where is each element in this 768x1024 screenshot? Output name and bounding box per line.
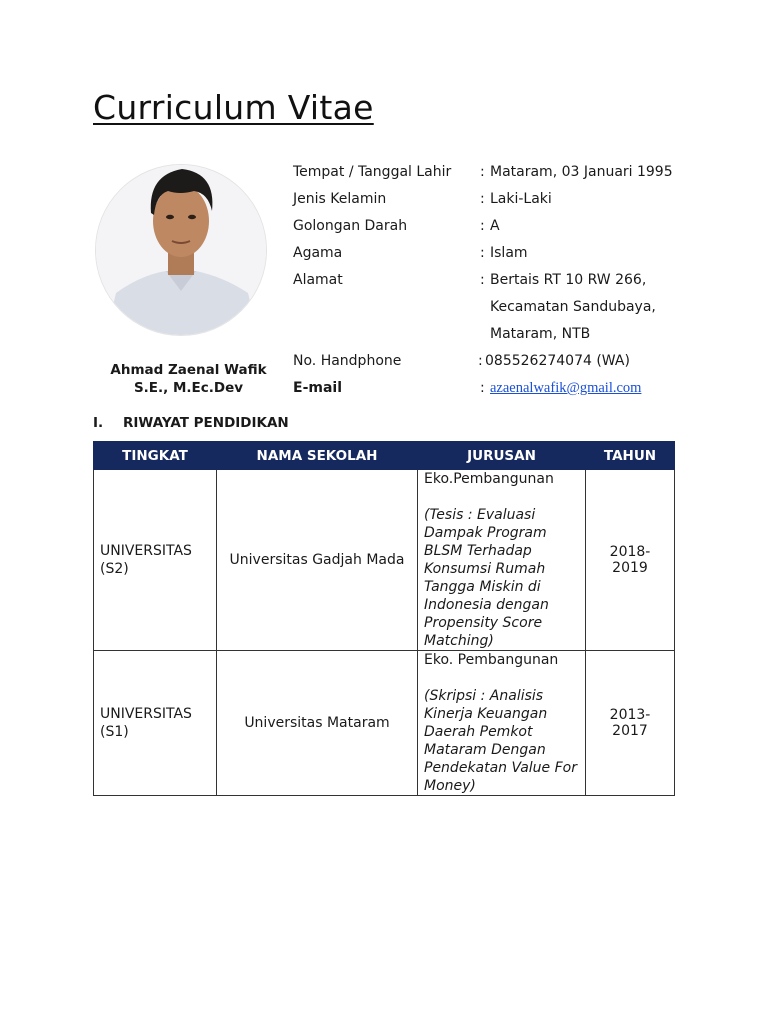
jurusan-name: Eko. Pembangunan <box>424 652 559 668</box>
cell-sekolah: Universitas Gadjah Mada <box>217 470 418 651</box>
table-header-row <box>94 442 675 470</box>
tingkat-line: UNIVERSITAS <box>100 543 192 559</box>
address-line: Kecamatan Sandubaya, <box>490 299 656 315</box>
info-label: Golongan Darah <box>293 218 408 234</box>
column-header: NAMA SEKOLAH <box>217 442 418 470</box>
info-value: Islam <box>490 245 528 261</box>
profile-name <box>96 361 281 397</box>
tingkat-line: (S1) <box>100 724 129 740</box>
column-header: TAHUN <box>586 442 675 470</box>
table-row <box>94 651 675 796</box>
cell-sekolah: Universitas Mataram <box>217 651 418 796</box>
email-link[interactable]: azaenalwafik@gmail.com <box>490 380 642 396</box>
table-row <box>94 470 675 651</box>
column-header: TINGKAT <box>94 442 217 470</box>
cell-tingkat <box>94 651 217 796</box>
degree-title: S.E., M.Ec.Dev <box>133 380 244 396</box>
address-line: Bertais RT 10 RW 266, <box>490 272 647 288</box>
profile-photo <box>96 165 266 335</box>
address-line: Mataram, NTB <box>490 326 591 342</box>
page-title: Curriculum Vitae <box>93 88 374 127</box>
column-header: JURUSAN <box>418 442 586 470</box>
info-colon: : <box>480 245 485 261</box>
section-number: I. <box>93 415 104 431</box>
info-value: Mataram, 03 Januari 1995 <box>490 164 673 180</box>
tingkat-line: (S2) <box>100 561 129 577</box>
section-heading-education <box>93 415 289 431</box>
info-label: Agama <box>293 245 343 261</box>
info-value: 085526274074 (WA) <box>485 353 630 369</box>
info-value-address <box>490 268 656 349</box>
cell-tahun: 2013-2017 <box>586 651 675 796</box>
info-colon: : <box>480 218 485 234</box>
info-value: A <box>490 218 500 234</box>
cell-jurusan <box>418 470 586 651</box>
info-colon: : <box>480 380 485 396</box>
education-table <box>93 441 675 796</box>
cell-tahun: 2018-2019 <box>586 470 675 651</box>
cell-jurusan <box>418 651 586 796</box>
jurusan-name: Eko.Pembangunan <box>424 471 554 487</box>
thesis-note: (Skripsi : Analisis Kinerja Keuangan Daerah Pemkot Mataram Dengan Pendekatan Value For Money) <box>424 688 577 794</box>
info-label: Jenis Kelamin <box>293 191 387 207</box>
info-label: E-mail <box>293 380 343 396</box>
info-colon: : <box>480 191 485 207</box>
tingkat-line: UNIVERSITAS <box>100 706 192 722</box>
cell-tingkat <box>94 470 217 651</box>
person-portrait-icon <box>96 165 266 335</box>
info-label: Tempat / Tanggal Lahir <box>293 164 452 180</box>
info-label: Alamat <box>293 272 343 288</box>
info-colon: : <box>480 272 485 288</box>
section-title: RIWAYAT PENDIDIKAN <box>123 415 289 431</box>
full-name: Ahmad Zaenal Wafik <box>110 362 267 378</box>
thesis-note: (Tesis : Evaluasi Dampak Program BLSM Terhadap Konsumsi Rumah Tangga Miskin di Indonesia dengan Propensity Score Matching) <box>424 507 549 649</box>
info-value: Laki-Laki <box>490 191 552 207</box>
info-colon: : <box>480 164 485 180</box>
info-colon: : <box>478 353 483 369</box>
info-label: No. Handphone <box>293 353 402 369</box>
